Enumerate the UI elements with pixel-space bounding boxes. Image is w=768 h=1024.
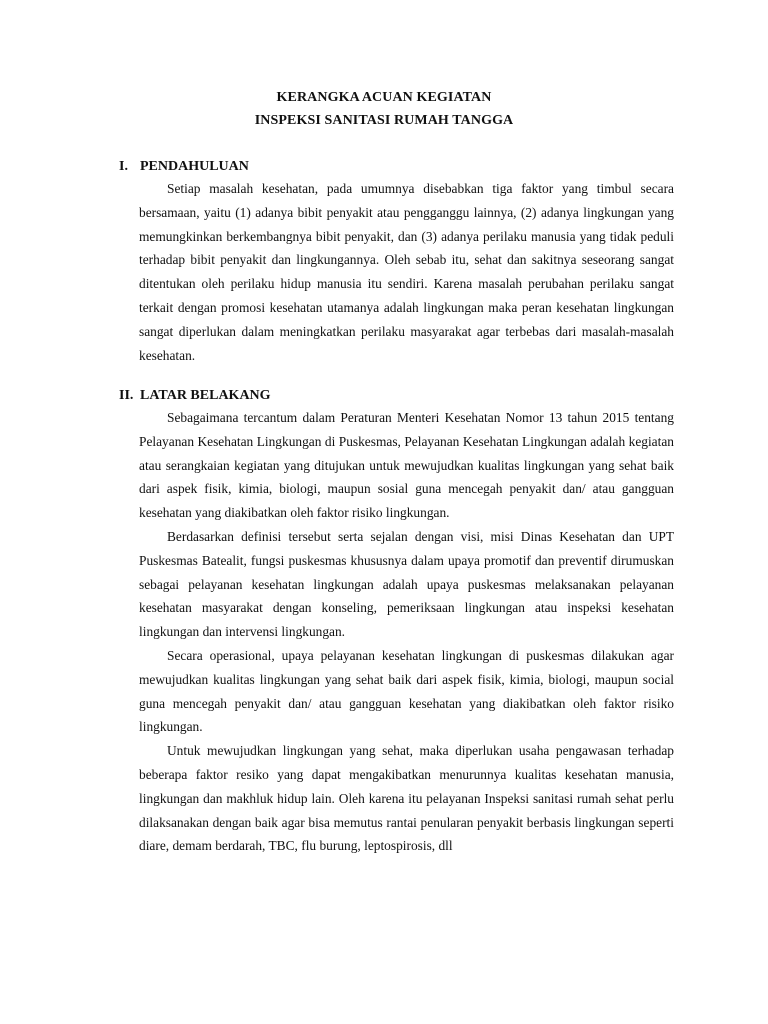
section-title: PENDAHULUAN [140,159,249,174]
title-line-2: INSPEKSI SANITASI RUMAH TANGGA [254,113,514,128]
section-number: I. [119,159,128,174]
paragraph: Secara operasional, upaya pelayanan kesehatan lingkungan di puskesmas dilakukan agar mewujudkan kualitas lingkungan yang sehat baik dari aspek fisik, kimia, biologi, maupun social guna mencegah penyakit dan/ atau gangguan kesehatan yang diakibatkan oleh faktor risiko lingkungan. [139,647,674,735]
paragraph: Setiap masalah kesehatan, pada umumnya disebabkan tiga faktor yang timbul secara bersamaan, yaitu (1) adanya bibit penyakit atau pengganggu lainnya, (2) adanya lingkungan yang memungkinkan berkembangnya bibit penyakit, dan (3) adanya perilaku manusia yang tidak peduli terhadap bibit penyakit dan lingkungannya. Oleh sebab itu, sehat dan sakitnya seseorang sangat ditentukan oleh perilaku hidup manusia itu sendiri. Karena masalah perubahan perilaku sangat terkait dengan promosi kesehatan utamanya adalah lingkungan maka peran kesehatan lingkungan sangat diperlukan dalam meningkatkan perilaku masyarakat agar terbebas dari masalah-masalah kesehatan. [139,181,674,363]
section-pendahuluan [119,157,675,367]
section-heading [119,386,675,406]
document-title [0,86,768,132]
section-heading [119,157,675,177]
paragraph: Sebagaimana tercantum dalam Peraturan Menteri Kesehatan Nomor 13 tahun 2015 tentang Pelayanan Kesehatan Lingkungan di Puskesmas, Pelayanan Kesehatan Lingkungan adalah kegiatan atau serangkaian kegiatan yang ditujukan untuk mewujudkan kualitas lingkungan yang sehat baik dari aspek fisik, kimia, biologi, maupun sosial guna mencegah penyakit dan/ atau gangguan kesehatan yang diakibatkan oleh faktor risiko lingkungan. [139,410,674,521]
title-line-1: KERANGKA ACUAN KEGIATAN [276,90,492,105]
section-latar-belakang [119,386,675,858]
paragraph: Untuk mewujudkan lingkungan yang sehat, maka diperlukan usaha pengawasan terhadap beberapa faktor resiko yang dapat mengakibatkan menurunnya kualitas kesehatan manusia, lingkungan dan makhluk hidup lain. Oleh karena itu pelayanan Inspeksi sanitasi rumah sehat perlu dilaksanakan dengan baik agar bisa memutus rantai penularan penyakit berbasis lingkungan seperti diare, demam berdarah, TBC, flu burung, leptospirosis, dll [139,743,674,854]
section-title: LATAR BELAKANG [140,388,271,403]
section-number: II. [119,388,134,403]
paragraph: Berdasarkan definisi tersebut serta sejalan dengan visi, misi Dinas Kesehatan dan UPT Puskesmas Batealit, fungsi puskesmas khususnya dalam upaya promotif dan preventif dirumuskan sebagai pelayanan kesehatan lingkungan adalah upaya puskesmas melaksanakan pelayanan kesehatan masyarakat dengan konseling, pemeriksaan lingkungan atau inspeksi kesehatan lingkungan dan intervensi lingkungan. [139,528,674,640]
